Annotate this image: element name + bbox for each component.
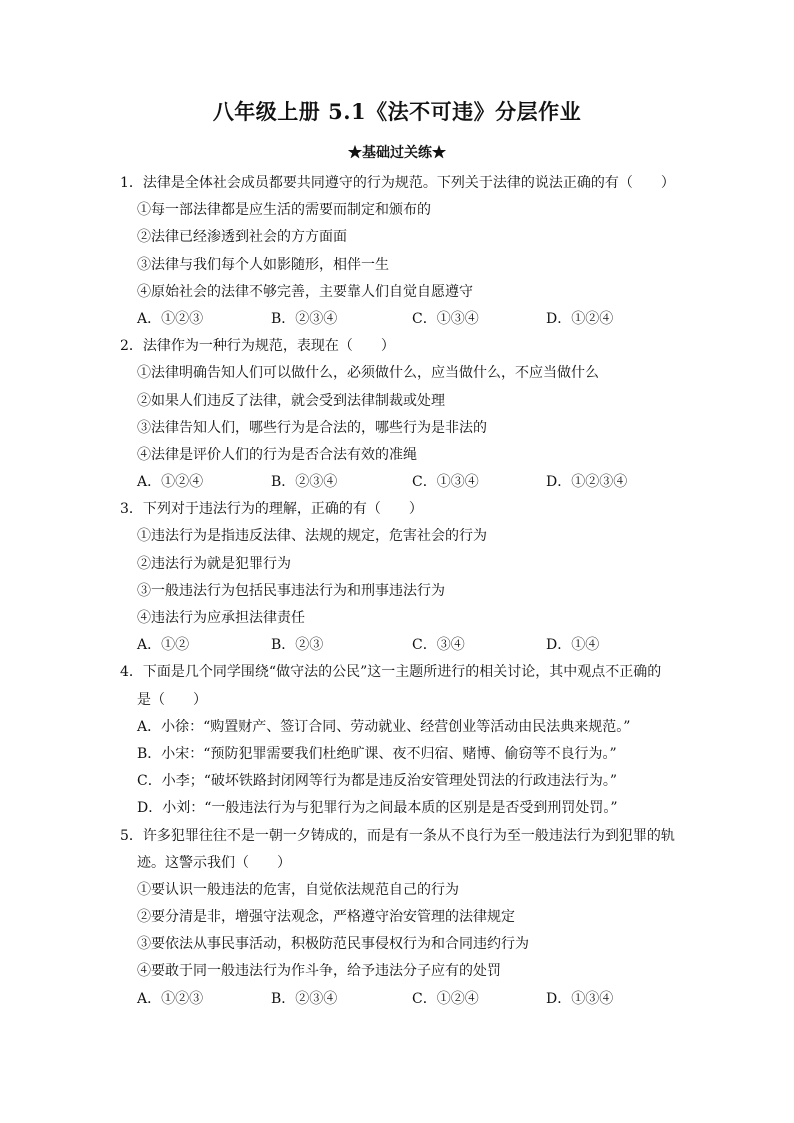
question-1 bbox=[120, 170, 680, 333]
question-3 bbox=[120, 496, 680, 659]
statement-4: ④原始社会的法律不够完善，主要靠人们自觉自愿遵守 bbox=[137, 283, 473, 300]
statement-2: ②如果人们违反了法律，就会受到法律制裁或处理 bbox=[137, 392, 445, 409]
statement-1: ①要认识一般违法的危害，自觉依法规范自己的行为 bbox=[137, 881, 459, 898]
option-a[interactable]: A．①②③ bbox=[137, 310, 204, 327]
question-stem-continued: 是（ ） bbox=[137, 691, 207, 708]
option-c[interactable]: C．①③④ bbox=[412, 310, 479, 327]
question-2 bbox=[120, 333, 680, 496]
option-b[interactable]: B．②③④ bbox=[271, 310, 338, 327]
statement-3: ③法律告知人们，哪些行为是合法的，哪些行为是非法的 bbox=[137, 419, 487, 436]
page-title: 八年级上册 5.1《法不可违》分层作业 bbox=[212, 99, 582, 124]
statement-3: ③要依法从事民事活动，积极防范民事侵权行为和合同违约行为 bbox=[137, 936, 529, 953]
option-d[interactable]: D．①②③④ bbox=[546, 474, 628, 491]
section-heading: ★基础过关练★ bbox=[348, 145, 446, 161]
option-b[interactable]: B．②③④ bbox=[271, 474, 338, 491]
statement-2: ②违法行为就是犯罪行为 bbox=[137, 555, 291, 572]
option-c[interactable]: C．①③④ bbox=[412, 474, 479, 491]
option-d[interactable]: D．小刘：“一般违法行为与犯罪行为之间最本质的区别是是否受到刑罚处罚。” bbox=[137, 800, 618, 817]
statement-1: ①违法行为是指违反法律、法规的规定，危害社会的行为 bbox=[137, 528, 487, 545]
statement-2: ②要分清是非，增强守法观念，严格遵守治安管理的法律规定 bbox=[137, 909, 515, 926]
options-row bbox=[120, 469, 680, 496]
options-row bbox=[120, 632, 680, 659]
option-c[interactable]: C．小李；“破坏铁路封闭网等行为都是违反治安管理处罚法的行政违法行为。” bbox=[137, 773, 618, 790]
question-stem: 3．下列对于违法行为的理解，正确的有（ ） bbox=[120, 501, 423, 518]
question-5 bbox=[120, 823, 680, 1013]
option-a[interactable]: A．①②③ bbox=[137, 990, 204, 1007]
statement-4: ④违法行为应承担法律责任 bbox=[137, 610, 305, 626]
option-c[interactable]: C．③④ bbox=[412, 637, 465, 654]
option-d[interactable]: D．①④ bbox=[546, 637, 600, 654]
question-stem: 2．法律作为一种行为规范，表现在（ ） bbox=[120, 338, 395, 355]
statement-4: ④法律是评价人们的行为是否合法有效的准绳 bbox=[137, 446, 417, 463]
options-row bbox=[120, 986, 680, 1013]
option-d[interactable]: D．①③④ bbox=[546, 990, 614, 1007]
question-stem: 5．许多犯罪往往不是一朝一夕铸成的，而是有一条从不良行为至一般违法行为到犯罪的轨 bbox=[120, 827, 675, 844]
question-list bbox=[120, 170, 680, 1013]
option-c[interactable]: C．①②④ bbox=[412, 990, 479, 1007]
option-d[interactable]: D．①②④ bbox=[546, 310, 614, 327]
statement-1: ①法律明确告知人们可以做什么，必须做什么，应当做什么，不应当做什么 bbox=[137, 365, 599, 382]
question-stem-continued: 迹。这警示我们（ ） bbox=[137, 854, 291, 871]
option-b[interactable]: B．②③④ bbox=[271, 990, 338, 1007]
option-a[interactable]: A．①②④ bbox=[137, 474, 204, 491]
options-row bbox=[120, 306, 680, 333]
statement-3: ③法律与我们每个人如影随形，相伴一生 bbox=[137, 256, 389, 273]
statement-3: ③一般违法行为包括民事违法行为和刑事违法行为 bbox=[137, 582, 445, 599]
option-a[interactable]: A．①② bbox=[137, 637, 190, 654]
option-a[interactable]: A．小徐：“购置财产、签订合同、劳动就业、经营创业等活动由民法典来规范。” bbox=[137, 718, 631, 735]
statement-2: ②法律已经渗透到社会的方方面面 bbox=[137, 229, 347, 246]
statement-4: ④要敢于同一般违法行为作斗争，给予违法分子应有的处罚 bbox=[137, 963, 501, 980]
option-b[interactable]: B．小宋：“预防犯罪需要我们杜绝旷课、夜不归宿、赌博、偷窃等不良行为。” bbox=[137, 745, 617, 762]
option-b[interactable]: B．②③ bbox=[271, 637, 324, 654]
question-stem: 4．下面是几个同学围绕“做守法的公民”这一主题所进行的相关讨论，其中观点不正确的 bbox=[120, 664, 662, 681]
question-4 bbox=[120, 659, 680, 822]
statement-1: ①每一部法律都是应生活的需要而制定和颁布的 bbox=[137, 202, 431, 219]
question-stem: 1．法律是全体社会成员都要共同遵守的行为规范。下列关于法律的说法正确的有（ ） bbox=[120, 175, 675, 191]
